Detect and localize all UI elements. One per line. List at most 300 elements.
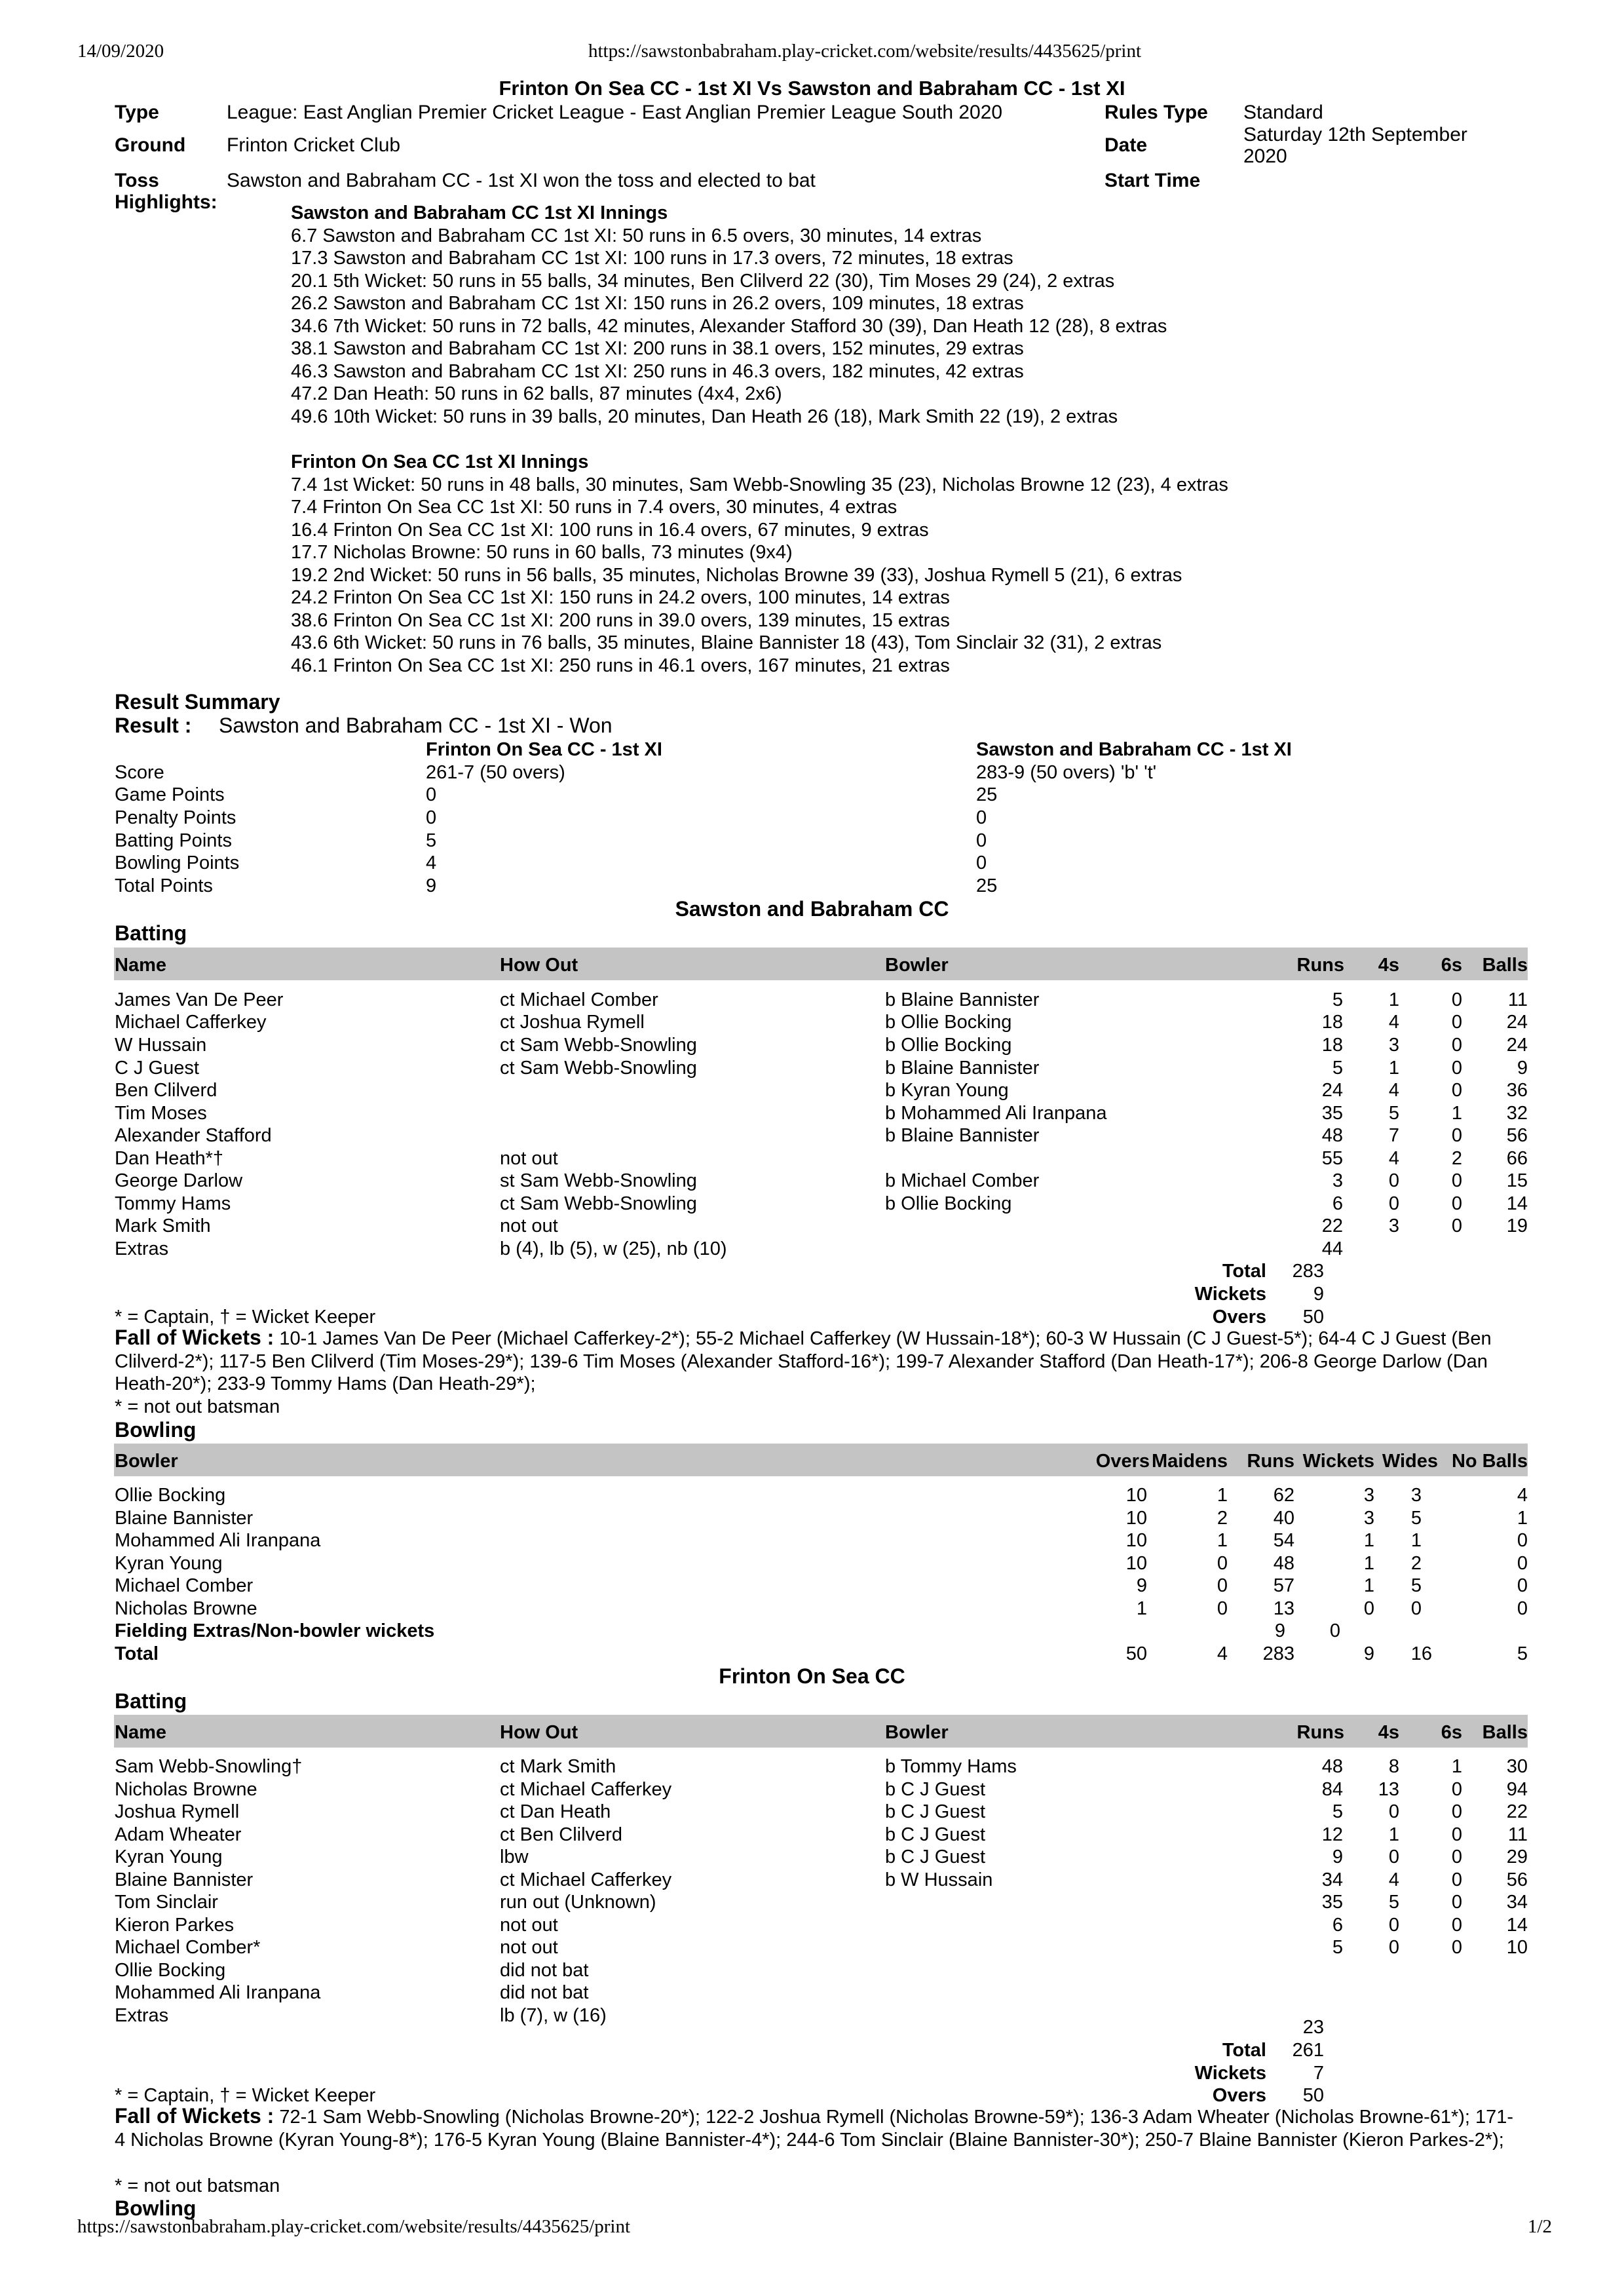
total-label: Total <box>1222 2040 1266 2061</box>
sixes: 1 <box>1451 1756 1462 1777</box>
balls: 14 <box>1506 1193 1528 1214</box>
rules-type-value: Standard <box>1243 102 1323 123</box>
table-row <box>114 1937 1528 1959</box>
bowling-row-fielding <box>114 1620 1528 1643</box>
table-row-extras <box>114 1238 1528 1261</box>
runs: 18 <box>1321 1035 1343 1056</box>
innings1-bowling-header <box>114 1444 1528 1476</box>
fours: 0 <box>1388 1193 1399 1214</box>
fielding-extras-label: Fielding Extras/Non-bowler wickets <box>115 1620 435 1641</box>
bowler: b Ollie Bocking <box>885 1012 1012 1033</box>
innings1-batting-header <box>114 947 1528 980</box>
table-row <box>114 1756 1528 1778</box>
runs: 6 <box>1332 1193 1343 1214</box>
highlight-line: 34.6 7th Wicket: 50 runs in 72 balls, 42 minutes, Alexander Stafford 30 (39), Dan Heath 12 (28), 8 extras <box>291 315 1167 337</box>
table-row <box>114 1960 1528 1982</box>
wickets: 1 <box>1363 1553 1374 1574</box>
summary-team1-value: 4 <box>426 852 437 873</box>
table-row <box>114 1779 1528 1801</box>
bowler: b Kyran Young <box>885 1080 1009 1101</box>
maidens: 0 <box>1217 1598 1228 1619</box>
bowling-row <box>114 1530 1528 1552</box>
bowler-name: Ollie Bocking <box>115 1485 226 1506</box>
table-row <box>114 1080 1528 1102</box>
balls: 24 <box>1506 1035 1528 1056</box>
wides: 1 <box>1410 1530 1422 1551</box>
sixes: 0 <box>1451 1892 1462 1913</box>
maidens: 0 <box>1217 1575 1228 1596</box>
col-runs: Runs <box>1247 1451 1294 1472</box>
col-6s: 6s <box>1441 1722 1462 1743</box>
batter-name: Kieron Parkes <box>115 1915 235 1936</box>
highlight-line: 17.3 Sawston and Babraham CC 1st XI: 100 runs in 17.3 overs, 72 minutes, 18 extras <box>291 248 1013 269</box>
col-no-balls: No Balls <box>1451 1451 1528 1472</box>
balls: 30 <box>1506 1756 1528 1777</box>
bowler-name: Kyran Young <box>115 1553 223 1574</box>
col-how-out: How Out <box>500 1722 578 1743</box>
table-row <box>114 1892 1528 1914</box>
ground-value: Frinton Cricket Club <box>227 134 401 156</box>
col-name: Name <box>115 955 166 976</box>
wickets: 3 <box>1363 1485 1374 1506</box>
bowler-name: Blaine Bannister <box>115 1508 254 1529</box>
summary-team2-value: 0 <box>976 852 987 873</box>
balls: 56 <box>1506 1869 1528 1890</box>
runs: 35 <box>1321 1103 1343 1124</box>
wickets: 0 <box>1329 1620 1340 1641</box>
wickets: 1 <box>1363 1575 1374 1596</box>
table-row <box>114 1103 1528 1125</box>
overs-value: 50 <box>1302 1307 1324 1328</box>
bowler: b W Hussain <box>885 1869 993 1890</box>
bowler: b Blaine Bannister <box>885 1125 1040 1146</box>
no-balls: 0 <box>1517 1553 1528 1574</box>
sixes: 0 <box>1451 1058 1462 1079</box>
print-date: 14/09/2020 <box>77 41 164 62</box>
overs: 9 <box>1136 1575 1147 1596</box>
summary-row-label: Score <box>115 762 164 783</box>
col-4s: 4s <box>1378 955 1399 976</box>
batter-name: George Darlow <box>115 1170 243 1191</box>
date-value-line2: 2020 <box>1243 145 1287 167</box>
sixes: 0 <box>1451 1937 1462 1958</box>
fours: 7 <box>1388 1125 1399 1146</box>
date-value-line1: Saturday 12th September <box>1243 124 1467 145</box>
runs: 62 <box>1273 1485 1294 1506</box>
start-time-label: Start Time <box>1105 170 1201 191</box>
fours: 0 <box>1388 1170 1399 1191</box>
how-out: ct Michael Comber <box>500 989 658 1010</box>
table-row <box>114 1193 1528 1215</box>
result-label: Result : <box>115 714 192 737</box>
not-out-key: * = not out batsman <box>115 2175 280 2196</box>
result-summary-heading: Result Summary <box>115 690 280 714</box>
bowler: b Ollie Bocking <box>885 1035 1012 1056</box>
how-out: lb (7), w (16) <box>500 2005 607 2026</box>
summary-team2-value: 25 <box>976 875 998 896</box>
table-row <box>114 1869 1528 1892</box>
summary-row-label: Game Points <box>115 784 225 805</box>
summary-team1-value: 9 <box>426 875 437 896</box>
batter-name: Blaine Bannister <box>115 1869 254 1890</box>
sixes: 0 <box>1451 1915 1462 1936</box>
highlight-line: 43.6 6th Wicket: 50 runs in 76 balls, 35 minutes, Blaine Bannister 18 (43), Tom Sinclair 32 (31), 2 extras <box>291 632 1162 653</box>
runs: 3 <box>1332 1170 1343 1191</box>
runs: 5 <box>1332 989 1343 1010</box>
bowler: b C J Guest <box>885 1846 986 1867</box>
balls: 11 <box>1507 1824 1528 1845</box>
overs: 1 <box>1136 1598 1147 1619</box>
bowler: b Tommy Hams <box>885 1756 1017 1777</box>
how-out: not out <box>500 1215 558 1236</box>
highlights-innings2 <box>291 451 1228 677</box>
how-out: ct Michael Cafferkey <box>500 1869 672 1890</box>
balls: 24 <box>1506 1012 1528 1033</box>
match-title: Frinton On Sea CC - 1st XI Vs Sawston and Babraham CC - 1st XI <box>499 77 1125 100</box>
col-balls: Balls <box>1482 1722 1528 1743</box>
runs: 54 <box>1273 1530 1294 1551</box>
overs-label: Overs <box>1212 2085 1266 2106</box>
no-balls: 1 <box>1517 1508 1528 1529</box>
fow-label: Fall of Wickets : <box>115 1326 274 1349</box>
not-out-key: * = not out batsman <box>115 1396 280 1417</box>
wickets: 3 <box>1363 1508 1374 1529</box>
how-out: ct Dan Heath <box>500 1801 611 1822</box>
innings1-fall-of-wickets <box>115 1326 1523 1396</box>
highlights-innings1 <box>291 202 1167 428</box>
batter-name: Michael Comber* <box>115 1937 261 1958</box>
fours: 1 <box>1388 1824 1399 1845</box>
batter-name: Extras <box>115 2005 169 2026</box>
batter-name: Kyran Young <box>115 1846 223 1867</box>
balls: 22 <box>1506 1801 1528 1822</box>
col-balls: Balls <box>1482 955 1528 976</box>
sixes: 0 <box>1451 1846 1462 1867</box>
table-row <box>114 1125 1528 1147</box>
bowling-row <box>114 1553 1528 1575</box>
sixes: 0 <box>1451 1215 1462 1236</box>
balls: 9 <box>1517 1058 1528 1079</box>
bowling-row <box>114 1485 1528 1507</box>
page-number: 1/2 <box>1528 2216 1553 2237</box>
bowler: b Ollie Bocking <box>885 1193 1012 1214</box>
captain-keeper-key: * = Captain, † = Wicket Keeper <box>115 2085 376 2106</box>
how-out: ct Ben Clilverd <box>500 1824 622 1845</box>
innings2-batting-heading: Batting <box>115 1689 187 1713</box>
how-out: b (4), lb (5), w (25), nb (10) <box>500 1238 727 1259</box>
sixes: 0 <box>1451 1869 1462 1890</box>
highlight-line: 46.1 Frinton On Sea CC 1st XI: 250 runs in 46.1 overs, 167 minutes, 21 extras <box>291 655 950 676</box>
col-wickets: Wickets <box>1302 1451 1374 1472</box>
how-out: ct Mark Smith <box>500 1756 616 1777</box>
highlight-line: 19.2 2nd Wicket: 50 runs in 56 balls, 35 minutes, Nicholas Browne 39 (33), Joshua Rymell 5 (21), 6 extras <box>291 564 1182 586</box>
sixes: 0 <box>1451 1012 1462 1033</box>
balls: 15 <box>1506 1170 1528 1191</box>
col-6s: 6s <box>1441 955 1462 976</box>
no-balls: 0 <box>1517 1598 1528 1619</box>
wickets-value: 9 <box>1313 1284 1324 1305</box>
batter-name: James Van De Peer <box>115 989 284 1010</box>
highlight-line: 38.1 Sawston and Babraham CC 1st XI: 200 runs in 38.1 overs, 152 minutes, 29 extras <box>291 338 1024 359</box>
col-runs: Runs <box>1296 955 1344 976</box>
runs: 55 <box>1321 1148 1343 1169</box>
fours: 5 <box>1388 1103 1399 1124</box>
highlight-line: 16.4 Frinton On Sea CC 1st XI: 100 runs in 16.4 overs, 67 minutes, 9 extras <box>291 519 929 541</box>
fours: 5 <box>1388 1892 1399 1913</box>
bowling-total-label: Total <box>115 1643 159 1664</box>
how-out: run out (Unknown) <box>500 1892 656 1913</box>
table-row <box>114 1846 1528 1869</box>
runs: 18 <box>1321 1012 1343 1033</box>
runs: 34 <box>1321 1869 1343 1890</box>
col-overs: Overs <box>1095 1451 1150 1472</box>
captain-keeper-key: * = Captain, † = Wicket Keeper <box>115 1307 376 1328</box>
fours: 0 <box>1388 1801 1399 1822</box>
innings2-team-title: Frinton On Sea CC <box>719 1664 905 1688</box>
col-wides: Wides <box>1382 1451 1438 1472</box>
table-row <box>114 989 1528 1012</box>
table-row <box>114 1035 1528 1057</box>
bowler: b C J Guest <box>885 1801 986 1822</box>
table-row <box>114 1058 1528 1080</box>
overs-value: 50 <box>1302 2085 1324 2106</box>
col-bowler: Bowler <box>885 1722 949 1743</box>
col-4s: 4s <box>1378 1722 1399 1743</box>
runs: 48 <box>1321 1756 1343 1777</box>
wides: 16 <box>1410 1643 1432 1664</box>
highlight-line: 7.4 1st Wicket: 50 runs in 48 balls, 30 minutes, Sam Webb-Snowling 35 (23), Nicholas Browne 12 (23), 4 extras <box>291 474 1228 495</box>
highlight-line: 7.4 Frinton On Sea CC 1st XI: 50 runs in 7.4 overs, 30 minutes, 4 extras <box>291 497 897 518</box>
wickets-label: Wickets <box>1194 1284 1266 1305</box>
batter-name: Nicholas Browne <box>115 1779 257 1800</box>
wides: 5 <box>1410 1575 1422 1596</box>
bowling-row <box>114 1508 1528 1530</box>
rules-type-label: Rules Type <box>1105 102 1208 123</box>
bowler: b C J Guest <box>885 1779 986 1800</box>
balls: 36 <box>1506 1080 1528 1101</box>
highlights-innings1-title: Sawston and Babraham CC 1st XI Innings <box>291 202 668 223</box>
batter-name: Mohammed Ali Iranpana <box>115 1982 321 2003</box>
innings1-batting-heading: Batting <box>115 921 187 945</box>
runs: 5 <box>1332 1058 1343 1079</box>
runs: 35 <box>1321 1892 1343 1913</box>
balls: 94 <box>1506 1779 1528 1800</box>
highlight-line: 24.2 Frinton On Sea CC 1st XI: 150 runs in 24.2 overs, 100 minutes, 14 extras <box>291 587 950 608</box>
table-row <box>114 1801 1528 1824</box>
overs: 10 <box>1125 1553 1147 1574</box>
summary-team1-value: 0 <box>426 784 437 805</box>
footer-url: https://sawstonbabraham.play-cricket.com/website/results/4435625/print <box>77 2216 631 2237</box>
table-row <box>114 1215 1528 1238</box>
table-row <box>114 1982 1528 2004</box>
innings1-bowling-heading: Bowling <box>115 1418 197 1442</box>
fours: 3 <box>1388 1215 1399 1236</box>
extras-runs: 23 <box>1302 2017 1324 2038</box>
maidens: 0 <box>1217 1553 1228 1574</box>
overs: 10 <box>1125 1485 1147 1506</box>
how-out: ct Sam Webb-Snowling <box>500 1035 697 1056</box>
how-out: ct Michael Cafferkey <box>500 1779 672 1800</box>
total-label: Total <box>1222 1261 1266 1282</box>
col-name: Name <box>115 1722 166 1743</box>
no-balls: 4 <box>1517 1485 1528 1506</box>
table-row <box>114 1148 1528 1170</box>
wickets: 0 <box>1363 1598 1374 1619</box>
balls: 10 <box>1506 1937 1528 1958</box>
runs: 48 <box>1321 1125 1343 1146</box>
fours: 1 <box>1388 989 1399 1010</box>
summary-row-label: Penalty Points <box>115 807 236 828</box>
fours: 4 <box>1388 1012 1399 1033</box>
runs: 5 <box>1332 1937 1343 1958</box>
sixes: 0 <box>1451 1779 1462 1800</box>
summary-team1-header: Frinton On Sea CC - 1st XI <box>426 739 662 760</box>
runs: 283 <box>1262 1643 1294 1664</box>
batter-name: Dan Heath*† <box>115 1148 224 1169</box>
batter-name: Extras <box>115 1238 169 1259</box>
runs: 40 <box>1273 1508 1294 1529</box>
maidens: 4 <box>1217 1643 1228 1664</box>
batter-name: Tom Sinclair <box>115 1892 218 1913</box>
highlights-label: Highlights: <box>115 191 217 213</box>
maidens: 1 <box>1217 1485 1228 1506</box>
fow-text: 10-1 James Van De Peer (Michael Cafferkey-2*); 55-2 Michael Cafferkey (W Hussain-18*); 60-3 W Hussain (C J Guest-5*); 64-4 C J Guest (Ben Clilverd-2*); 117-5 Ben Clilverd (Tim Moses-29*); 139-6 Tim Moses (Alexander Stafford-16*); 199-7 Alexander Stafford (Dan Heath-17*); 206-8 George Darlow (Dan Heath-20*); 233-9 Tommy Hams (Dan Heath-29*); <box>115 1328 1492 1394</box>
toss-value: Sawston and Babraham CC - 1st XI won the toss and elected to bat <box>227 170 816 191</box>
bowler: b Mohammed Ali Iranpana <box>885 1103 1107 1124</box>
highlight-line: 46.3 Sawston and Babraham CC 1st XI: 250 runs in 46.3 overs, 182 minutes, 42 extras <box>291 360 1024 382</box>
summary-team2-header: Sawston and Babraham CC - 1st XI <box>976 739 1292 760</box>
batter-name: Alexander Stafford <box>115 1125 272 1146</box>
sixes: 0 <box>1451 1125 1462 1146</box>
toss-label: Toss <box>115 170 159 191</box>
bowler-name: Mohammed Ali Iranpana <box>115 1530 321 1551</box>
overs: 10 <box>1125 1508 1147 1529</box>
col-bowler: Bowler <box>115 1451 178 1472</box>
table-row <box>114 1012 1528 1034</box>
sixes: 0 <box>1451 989 1462 1010</box>
fours: 0 <box>1388 1915 1399 1936</box>
runs: 12 <box>1321 1824 1343 1845</box>
batter-name: Mark Smith <box>115 1215 211 1236</box>
sixes: 1 <box>1451 1103 1462 1124</box>
fours: 8 <box>1388 1756 1399 1777</box>
sixes: 0 <box>1451 1801 1462 1822</box>
how-out: not out <box>500 1915 558 1936</box>
summary-team1-value: 5 <box>426 830 437 851</box>
wickets-label: Wickets <box>1194 2063 1266 2084</box>
bowler: b Michael Comber <box>885 1170 1040 1191</box>
sixes: 0 <box>1451 1035 1462 1056</box>
total-value: 283 <box>1292 1261 1324 1282</box>
overs: 50 <box>1125 1643 1147 1664</box>
batter-name: Tommy Hams <box>115 1193 231 1214</box>
summary-team2-value: 0 <box>976 830 987 851</box>
how-out: not out <box>500 1937 558 1958</box>
highlight-line: 6.7 Sawston and Babraham CC 1st XI: 50 runs in 6.5 overs, 30 minutes, 14 extras <box>291 225 982 246</box>
fours: 3 <box>1388 1035 1399 1056</box>
fours: 4 <box>1388 1869 1399 1890</box>
highlights-innings2-title: Frinton On Sea CC 1st XI Innings <box>291 451 589 472</box>
summary-team1-value: 261-7 (50 overs) <box>426 762 565 783</box>
bowling-row <box>114 1598 1528 1620</box>
bowling-row <box>114 1575 1528 1598</box>
runs: 24 <box>1321 1080 1343 1101</box>
fours: 4 <box>1388 1148 1399 1169</box>
col-how-out: How Out <box>500 955 578 976</box>
fours: 0 <box>1388 1846 1399 1867</box>
col-bowler: Bowler <box>885 955 949 976</box>
table-row <box>114 1824 1528 1846</box>
batter-name: Ollie Bocking <box>115 1960 226 1981</box>
wickets: 1 <box>1363 1530 1374 1551</box>
sixes: 0 <box>1451 1080 1462 1101</box>
innings2-batting-header <box>114 1715 1528 1748</box>
summary-team2-value: 283-9 (50 overs) 'b' 't' <box>976 762 1157 783</box>
innings2-fall-of-wickets <box>115 2105 1523 2151</box>
summary-team2-value: 25 <box>976 784 998 805</box>
runs: 9 <box>1332 1846 1343 1867</box>
bowler-name: Michael Comber <box>115 1575 254 1596</box>
bowling-row-total <box>114 1643 1528 1666</box>
highlight-line: 17.7 Nicholas Browne: 50 runs in 60 balls, 73 minutes (9x4) <box>291 542 793 563</box>
summary-row-label: Bowling Points <box>115 852 240 873</box>
fours: 13 <box>1378 1779 1399 1800</box>
balls: 34 <box>1506 1892 1528 1913</box>
fours: 0 <box>1388 1937 1399 1958</box>
bowler-name: Nicholas Browne <box>115 1598 257 1619</box>
maidens: 1 <box>1217 1530 1228 1551</box>
runs: 6 <box>1332 1915 1343 1936</box>
fow-label: Fall of Wickets : <box>115 2104 274 2128</box>
batter-name: Joshua Rymell <box>115 1801 240 1822</box>
batter-name: Ben Clilverd <box>115 1080 217 1101</box>
wides: 3 <box>1410 1485 1422 1506</box>
wides: 5 <box>1410 1508 1422 1529</box>
overs: 10 <box>1125 1530 1147 1551</box>
col-maidens: Maidens <box>1151 1451 1228 1472</box>
no-balls: 0 <box>1517 1575 1528 1596</box>
summary-row-label: Total Points <box>115 875 213 896</box>
sixes: 0 <box>1451 1824 1462 1845</box>
runs: 13 <box>1273 1598 1294 1619</box>
bowler: b Blaine Bannister <box>885 1058 1040 1079</box>
sixes: 0 <box>1451 1170 1462 1191</box>
maidens: 2 <box>1217 1508 1228 1529</box>
print-url: https://sawstonbabraham.play-cricket.com/website/results/4435625/print <box>588 41 1142 62</box>
how-out: did not bat <box>500 1982 589 2003</box>
type-value: League: East Anglian Premier Cricket League - East Anglian Premier League South 2020 <box>227 102 1003 123</box>
highlight-line: 20.1 5th Wicket: 50 runs in 55 balls, 34 minutes, Ben Clilverd 22 (30), Tim Moses 29 (24), 2 extras <box>291 270 1115 292</box>
how-out: did not bat <box>500 1960 589 1981</box>
batter-name: Michael Cafferkey <box>115 1012 267 1033</box>
runs: 44 <box>1321 1238 1343 1259</box>
balls: 11 <box>1507 989 1528 1010</box>
balls: 14 <box>1506 1915 1528 1936</box>
total-value: 261 <box>1292 2040 1324 2061</box>
runs: 5 <box>1332 1801 1343 1822</box>
how-out: ct Sam Webb-Snowling <box>500 1058 697 1079</box>
no-balls: 5 <box>1517 1643 1528 1664</box>
no-balls: 0 <box>1517 1530 1528 1551</box>
balls: 19 <box>1506 1215 1528 1236</box>
batter-name: Tim Moses <box>115 1103 207 1124</box>
sixes: 2 <box>1451 1148 1462 1169</box>
summary-team1-value: 0 <box>426 807 437 828</box>
runs: 84 <box>1321 1779 1343 1800</box>
innings2-bowling-heading: Bowling <box>115 2196 197 2220</box>
balls: 66 <box>1506 1148 1528 1169</box>
wickets: 9 <box>1363 1643 1374 1664</box>
